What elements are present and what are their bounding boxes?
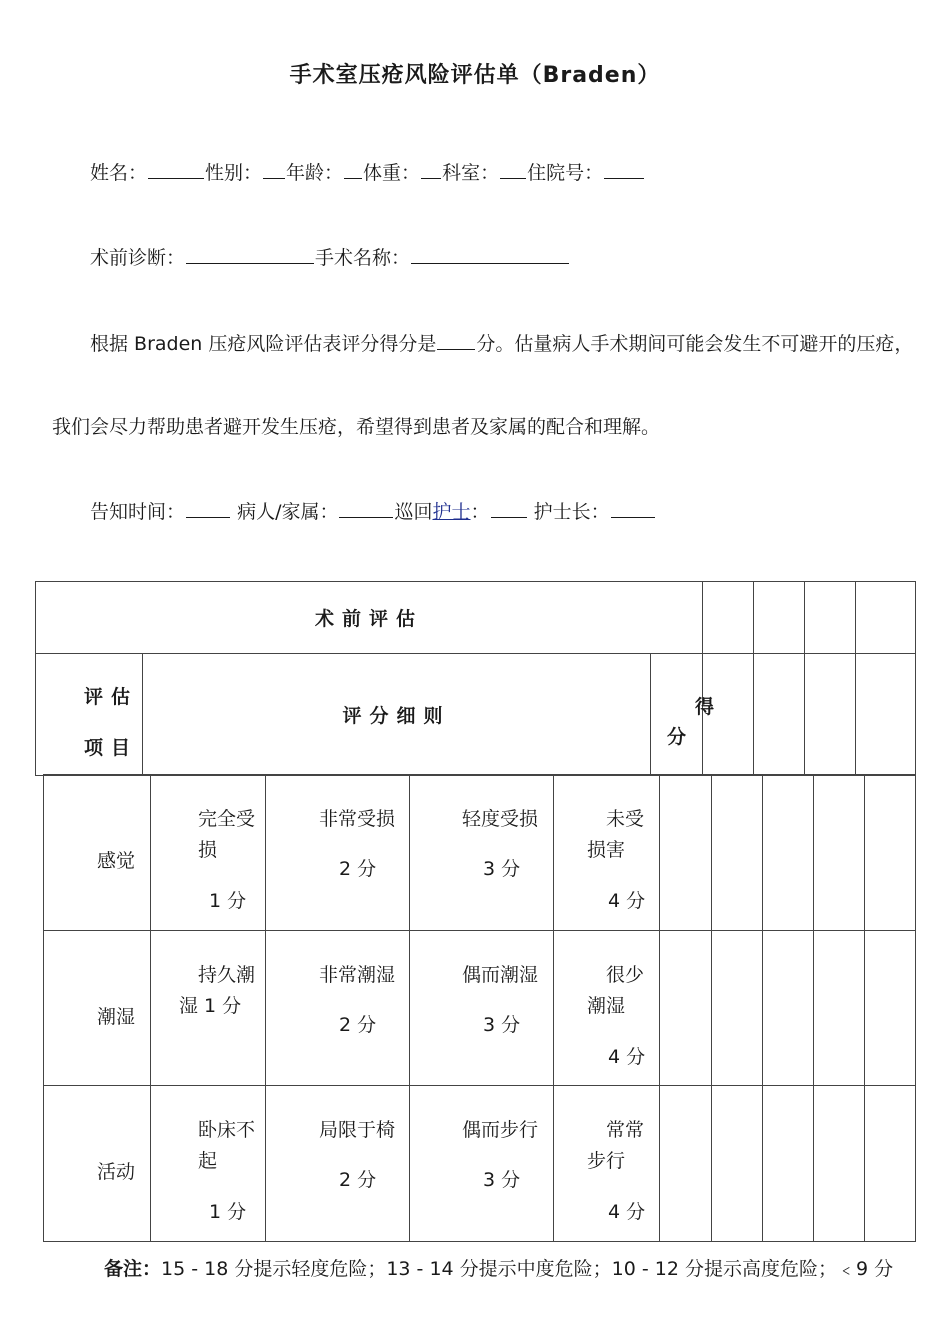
score1-line1: 完全受: [198, 808, 256, 830]
patient-info-line: [90, 158, 645, 185]
score4-line1: 很少: [606, 964, 645, 986]
empty-cell[interactable]: [660, 1086, 712, 1242]
empty-cell[interactable]: [814, 1086, 865, 1242]
empty-cell: [703, 582, 754, 654]
item-header-line2: 项目: [84, 737, 139, 759]
family-blank[interactable]: [339, 499, 393, 518]
empty-cell: [856, 654, 916, 776]
score1-line2: 损: [198, 839, 218, 861]
score4-cell[interactable]: [554, 775, 660, 931]
score3-label: 轻度受损: [462, 808, 539, 830]
empty-cell[interactable]: [865, 775, 916, 931]
score3-cell[interactable]: [410, 931, 554, 1086]
score2-value: 2 分: [339, 858, 377, 880]
empty-cell[interactable]: [814, 931, 865, 1086]
nurse-blank[interactable]: [491, 499, 527, 518]
inpatient-label: 住院号：: [527, 162, 604, 184]
name-label: 姓名：: [90, 162, 148, 184]
score3-cell[interactable]: [410, 1086, 554, 1242]
score4-value: 4 分: [608, 1046, 646, 1068]
score2-value: 2 分: [339, 1169, 377, 1191]
score2-value: 2 分: [339, 1014, 377, 1036]
paragraph-part3: 我们会尽力帮助患者避开发生压疮，希望得到患者及家属的配合和理解。: [52, 416, 661, 438]
score-blank[interactable]: [437, 331, 475, 350]
head-nurse-label: 护士长：: [533, 501, 610, 523]
weight-label: 体重：: [363, 162, 421, 184]
score3-cell[interactable]: [410, 775, 554, 931]
score4-cell[interactable]: [554, 1086, 660, 1242]
score-header-cell: [651, 654, 715, 776]
age-blank[interactable]: [344, 160, 362, 179]
paragraph-part1: 根据 Braden 压疮风险评估表评分得分是: [90, 333, 437, 355]
age-label: 年龄：: [286, 162, 344, 184]
empty-cell[interactable]: [814, 775, 865, 931]
empty-cell: [805, 582, 856, 654]
diagnosis-label: 术前诊断：: [90, 247, 186, 269]
empty-cell[interactable]: [712, 775, 763, 931]
nurse-colon: ：: [470, 501, 490, 523]
empty-cell: [856, 582, 916, 654]
empty-cell[interactable]: [865, 931, 916, 1086]
score1-cell[interactable]: [151, 931, 266, 1086]
gender-label: 性别：: [205, 162, 263, 184]
score1-line1: 卧床不: [198, 1119, 256, 1141]
diagnosis-blank[interactable]: [186, 245, 314, 264]
score4-value: 4 分: [608, 890, 646, 912]
paragraph-part2: 分。估量病人手术期间可能会发生不可避开的压疮，: [476, 333, 914, 355]
empty-cell[interactable]: [712, 1086, 763, 1242]
score4-line1: 常常: [606, 1119, 645, 1141]
weight-blank[interactable]: [421, 160, 441, 179]
score1-line2: 起: [198, 1150, 218, 1172]
surgery-info-line: [90, 243, 570, 270]
gender-blank[interactable]: [263, 160, 285, 179]
score4-line2: 步行: [587, 1150, 626, 1172]
score1-cell[interactable]: [151, 775, 266, 931]
score4-cell[interactable]: [554, 931, 660, 1086]
empty-cell[interactable]: [763, 775, 814, 931]
score1-value: 1 分: [209, 890, 247, 912]
preop-header-cell: [36, 582, 703, 654]
item-cell: [44, 1086, 151, 1242]
dept-blank[interactable]: [500, 160, 526, 179]
item-header-line1: 评估: [84, 686, 139, 708]
note-label: 备注：: [104, 1258, 162, 1280]
notice-line: [90, 497, 656, 524]
score3-value: 3 分: [483, 858, 521, 880]
score1-value: 1 分: [209, 1201, 247, 1223]
score2-label: 非常受损: [319, 808, 396, 830]
score3-label: 偶而潮湿: [462, 964, 539, 986]
note-text: 15 - 18 分提示轻度危险；13 - 14 分提示中度危险；10 - 12 分提示高度危险；﹤9 分: [161, 1258, 894, 1280]
paragraph-line-1: [90, 329, 913, 356]
item-cell: [44, 775, 151, 931]
circulating-label: 巡回: [394, 501, 433, 523]
score3-label: 偶而步行: [462, 1119, 539, 1141]
surgery-name-blank[interactable]: [411, 245, 569, 264]
empty-cell[interactable]: [712, 931, 763, 1086]
table-row: [44, 931, 916, 1086]
paragraph-line-2: [52, 412, 660, 439]
item-activity: 活动: [97, 1161, 136, 1183]
score1-line2: 湿 1 分: [179, 995, 242, 1017]
empty-cell: [754, 582, 805, 654]
score4-line2: 潮湿: [587, 995, 626, 1017]
item-sensation: 感觉: [97, 850, 136, 872]
item-cell: [44, 931, 151, 1086]
score4-line2: 损害: [587, 839, 626, 861]
rules-header-cell: [143, 654, 651, 776]
notice-time-blank[interactable]: [186, 499, 230, 518]
notice-time-label: 告知时间：: [90, 501, 186, 523]
family-label: 病人/家属：: [237, 501, 339, 523]
score4-line1: 未受: [606, 808, 645, 830]
nurse-link[interactable]: 护士: [432, 501, 471, 523]
item-header-cell: [36, 654, 143, 776]
table-row: [44, 1086, 916, 1242]
dept-label: 科室：: [442, 162, 500, 184]
score2-cell[interactable]: [266, 775, 410, 931]
score3-value: 3 分: [483, 1014, 521, 1036]
assessment-body-table: [43, 774, 916, 1242]
score2-label: 非常潮湿: [319, 964, 396, 986]
score-header-line1: 得: [695, 696, 715, 718]
score-header-line2: 分: [667, 726, 687, 748]
empty-cell[interactable]: [763, 1086, 814, 1242]
item-moisture: 潮湿: [97, 1006, 136, 1028]
score1-cell[interactable]: [151, 1086, 266, 1242]
score3-value: 3 分: [483, 1169, 521, 1191]
surgery-name-label: 手术名称：: [315, 247, 411, 269]
score2-cell[interactable]: [266, 1086, 410, 1242]
preop-header: 术前评估: [315, 608, 424, 630]
empty-cell[interactable]: [763, 931, 814, 1086]
name-blank[interactable]: [148, 160, 204, 179]
table-row: [44, 775, 916, 931]
score4-value: 4 分: [608, 1201, 646, 1223]
note-line: [104, 1254, 893, 1281]
empty-cell[interactable]: [660, 931, 712, 1086]
form-title: 手术室压疮风险评估单（Braden）: [289, 63, 661, 88]
inpatient-blank[interactable]: [604, 160, 644, 179]
empty-cell: [805, 654, 856, 776]
empty-cell: [754, 654, 805, 776]
score2-cell[interactable]: [266, 931, 410, 1086]
head-nurse-blank[interactable]: [611, 499, 655, 518]
score2-label: 局限于椅: [319, 1119, 396, 1141]
empty-cell[interactable]: [660, 775, 712, 931]
score1-line1: 持久潮: [198, 964, 256, 986]
empty-cell[interactable]: [865, 1086, 916, 1242]
assessment-header-table: [35, 581, 916, 776]
rules-header: 评分细则: [342, 705, 451, 727]
